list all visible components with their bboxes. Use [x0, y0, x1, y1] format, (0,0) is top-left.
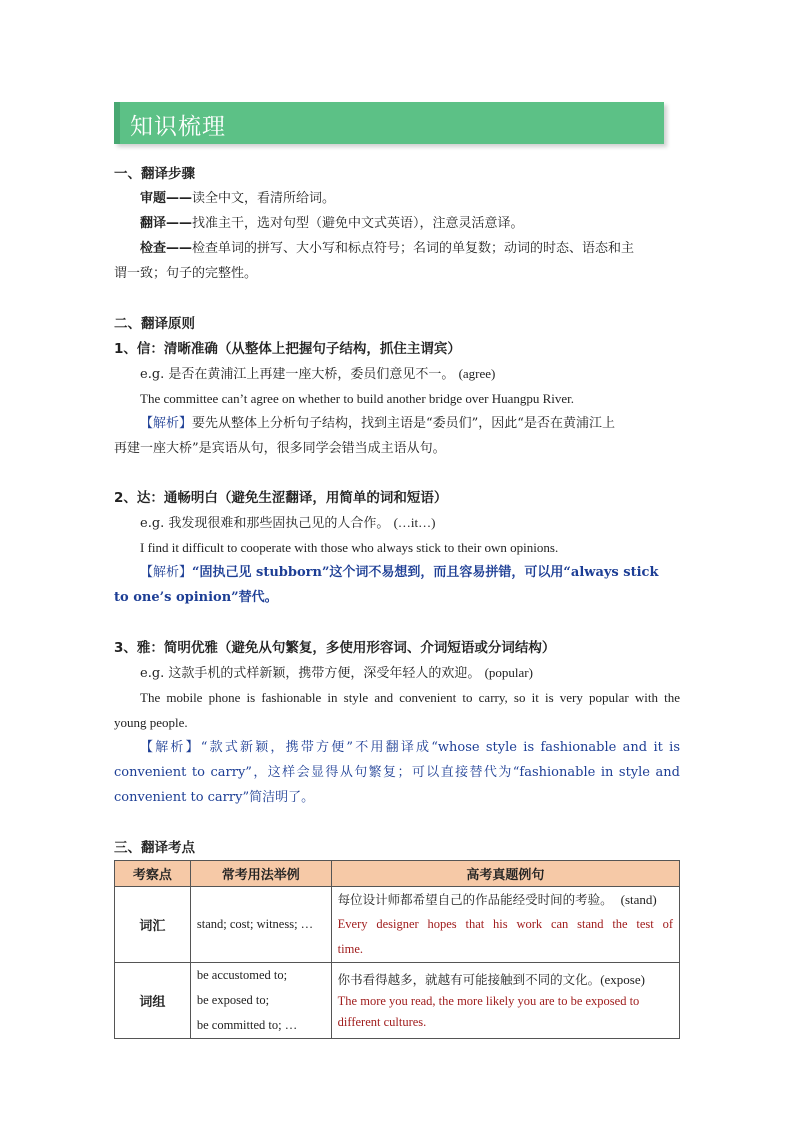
principle3-analysis-line1 [140, 739, 680, 757]
principle2-hint: (…it…) [393, 515, 436, 530]
table-header-cell: 考察点 [115, 861, 191, 887]
analysis-tag: 【解析】 [140, 565, 193, 580]
table-row [115, 963, 680, 1039]
table-row [115, 887, 680, 963]
example-en-line2: time. [337, 942, 364, 956]
principle3-analysis-line2 [114, 764, 680, 782]
example-hint: (expose) [600, 971, 645, 987]
example-en-line1: The more you read, the more likely you are to be exposed to [337, 993, 640, 1008]
principle1-analysis [140, 415, 615, 433]
usage-cell [190, 887, 331, 963]
table-header-cell: 高考真题例句 [331, 861, 679, 887]
step-translate-text: 找准主干，选对句型（避免中文式英语），注意灵活意译。 [192, 216, 524, 231]
example-cell [331, 963, 679, 1039]
step-check-text: 检查单词的拼写、大小写和标点符号；名词的单复数；动词的时态、语态和主 [192, 241, 635, 256]
principle2-analysis-line2: to one’s opinion”替代。 [114, 590, 278, 605]
category-cell: 词组 [115, 963, 191, 1039]
step-review [140, 190, 335, 208]
step-review-term: 审题—— [140, 191, 193, 206]
principle3-analysis-row1 [140, 739, 680, 757]
analysis-tag: 【解析】 [140, 416, 193, 431]
principle3-example-cn: e.g. 这款手机的式样新颖，携带方便，深受年轻人的欢迎。 [140, 666, 481, 681]
section2-heading: 二、翻译原则 [114, 316, 195, 332]
category-cell: 词汇 [115, 887, 191, 963]
example-en-line2: different cultures. [337, 1014, 427, 1029]
principle3-answer-text1: The mobile phone is fashionable in style and convenient to carry, so it is very popular with the [140, 690, 680, 705]
banner-accent-stripe [114, 102, 120, 144]
example-cn [338, 969, 673, 991]
principle2-analysis [140, 564, 658, 582]
principle3-example [140, 664, 533, 683]
example-cn-text: 每位设计师都希望自己的作品能经受时间的考验。 [337, 892, 613, 907]
step-translate-term: 翻译—— [140, 216, 193, 231]
table-header-cell: 常考用法举例 [190, 861, 331, 887]
principle3-analysis-text2: convenient to carry”，这样会显得从句繁复；可以直接替代为“fashionable in style and [114, 765, 680, 780]
principle2-answer: I find it difficult to cooperate with those who always stick to their own opinions. [140, 540, 559, 555]
section1-heading: 一、翻译步骤 [114, 166, 195, 182]
analysis-tag: 【解析】 [140, 740, 201, 755]
principle1-analysis-line1: 要先从整体上分析句子结构，找到主语是“委员们”，因此“是否在黄浦江上 [192, 416, 615, 431]
step-review-text: 读全中文，看清所给词。 [192, 191, 336, 206]
principle2-analysis-line1: “固执己见 stubborn”这个词不易想到，而且容易拼错，可以用“always stick [192, 565, 659, 580]
usage-cell [190, 963, 331, 1039]
usage-item: be accustomed to; [196, 968, 288, 982]
usage-item: be exposed to; [196, 993, 270, 1007]
example-cn-text: 你书看得越多，就越有可能接触到不同的文化。 [337, 971, 601, 987]
principle1-example-cn: e.g. 是否在黄浦江上再建一座大桥，委员们意见不一。 [140, 367, 455, 382]
principle3-analysis-text1: “款式新颖，携带方便”不用翻译成“whose style is fashionable and it is [200, 740, 680, 755]
example-cn [338, 887, 673, 912]
principle2-example-cn: e.g. 我发现很难和那些固执己见的人合作。 [140, 516, 390, 531]
example-cell [331, 887, 679, 963]
step-check [140, 240, 634, 258]
banner-title: 知识梳理 [130, 114, 226, 140]
step-translate [140, 215, 524, 233]
example-hint: (stand) [620, 892, 657, 907]
section-banner [114, 102, 664, 144]
principle3-title: 3、雅：简明优雅（避免从句繁复，多使用形容词、介词短语或分词结构） [114, 640, 556, 656]
principle2-title: 2、达：通畅明白（避免生涩翻译，用简单的词和短语） [114, 490, 448, 506]
usage-item: stand; cost; witness; … [196, 917, 314, 931]
usage-item: be committed to; … [196, 1018, 298, 1032]
principle3-hint: (popular) [484, 665, 533, 680]
principle1-title: 1、信：清晰准确（从整体上把握句子结构，抓住主谓宾） [114, 341, 461, 357]
principle1-example [140, 365, 495, 384]
exam-points-table [114, 860, 680, 1039]
example-en-line1 [338, 912, 673, 937]
principle3-answer-line2: young people. [114, 715, 188, 730]
principle1-analysis-line2: 再建一座大桥”是宾语从句，很多同学会错当成主语从句。 [114, 441, 446, 456]
step-check-term: 检查—— [140, 241, 193, 256]
principle1-hint: (agree) [458, 366, 496, 381]
example-en-text1: Every designer hopes that his work can stand the test of [337, 917, 673, 931]
principle3-answer-line1 [140, 689, 680, 707]
table-header-row [115, 861, 680, 887]
principle3-analysis-line3: convenient to carry”简洁明了。 [114, 790, 315, 805]
principle1-answer: The committee can’t agree on whether to build another bridge over Huangpu River. [140, 391, 575, 406]
section3-heading: 三、翻译考点 [114, 840, 195, 856]
principle2-example [140, 514, 435, 533]
step-check-continued: 谓一致；句子的完整性。 [114, 266, 258, 281]
